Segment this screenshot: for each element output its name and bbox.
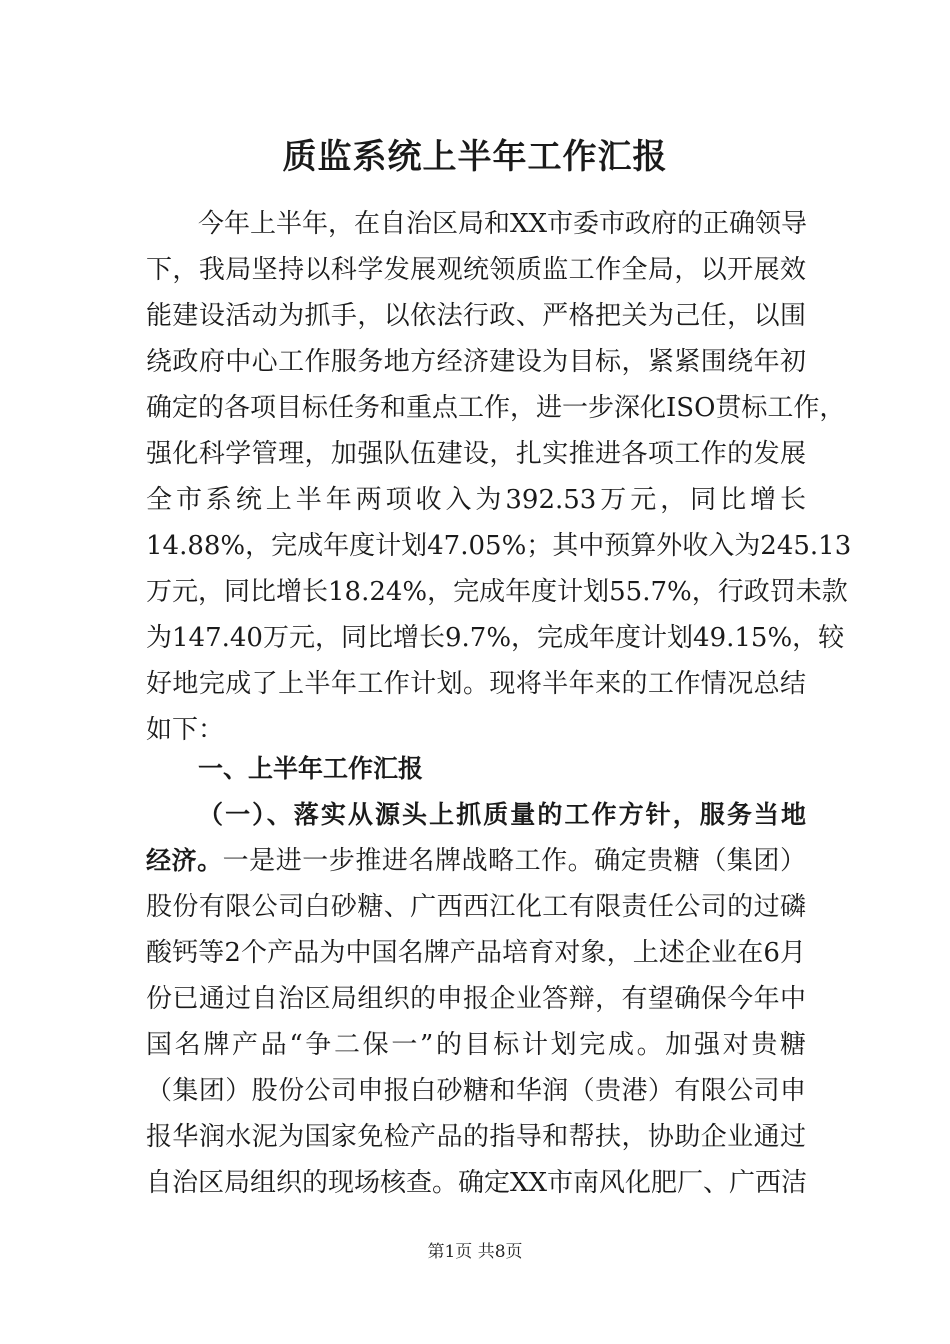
body-line: 报华润水泥为国家免检产品的指导和帮扶，协助企业通过 <box>146 1122 806 1152</box>
body-line: （集团）股份公司申报白砂糖和华润（贵港）有限公司申 <box>146 1076 806 1106</box>
intro-line: 确定的各项目标任务和重点工作，进一步深化ISO贯标工作， <box>146 393 846 423</box>
subsection-heading-continued: 经济。 <box>146 846 223 875</box>
intro-line: 14.88%，完成年度计划47.05%；其中预算外收入为245.13 <box>146 531 852 561</box>
body-line: 份已通过自治区局组织的申报企业答辩，有望确保今年中 <box>146 984 806 1014</box>
page-footer: 第1页 共8页 <box>427 1242 523 1262</box>
intro-line: 如下： <box>146 715 225 745</box>
body-line: 股份有限公司白砂糖、广西西江化工有限责任公司的过磷 <box>146 892 806 922</box>
document-title: 质监系统上半年工作汇报 <box>282 137 668 177</box>
intro-line: 强化科学管理，加强队伍建设，扎实推进各项工作的发展 <box>146 439 806 469</box>
body-line: 自治区局组织的现场核查。确定XX市南风化肥厂、广西洁 <box>146 1168 808 1198</box>
body-first-line <box>146 838 806 884</box>
body-line: 酸钙等2个产品为中国名牌产品培育对象，上述企业在6月 <box>146 938 806 968</box>
intro-line: 万元，同比增长18.24%，完成年度计划55.7%，行政罚未款 <box>146 577 848 607</box>
intro-line: 为147.40万元，同比增长9.7%，完成年度计划49.15%，较 <box>146 623 845 653</box>
intro-line: 下，我局坚持以科学发展观统领质监工作全局，以开展效 <box>146 255 806 285</box>
intro-line: 绕政府中心工作服务地方经济建设为目标，紧紧围绕年初 <box>146 347 806 377</box>
intro-line: 好地完成了上半年工作计划。现将半年来的工作情况总结 <box>146 669 806 699</box>
intro-line: 今年上半年，在自治区局和XX市委市政府的正确领导 <box>198 209 808 239</box>
subsection-heading: （一）、落实从源头上抓质量的工作方针，服务当地 <box>198 800 806 829</box>
body-first-line-text: 一是进一步推进名牌战略工作。确定贵糖（集团） <box>222 846 806 876</box>
intro-line: 全市系统上半年两项收入为392.53万元，同比增长 <box>146 485 806 515</box>
intro-line: 能建设活动为抓手，以依法行政、严格把关为己任，以围 <box>146 301 806 331</box>
section-heading: 一、上半年工作汇报 <box>198 754 424 783</box>
body-line: 国名牌产品“争二保一”的目标计划完成。加强对贵糖 <box>146 1030 806 1060</box>
